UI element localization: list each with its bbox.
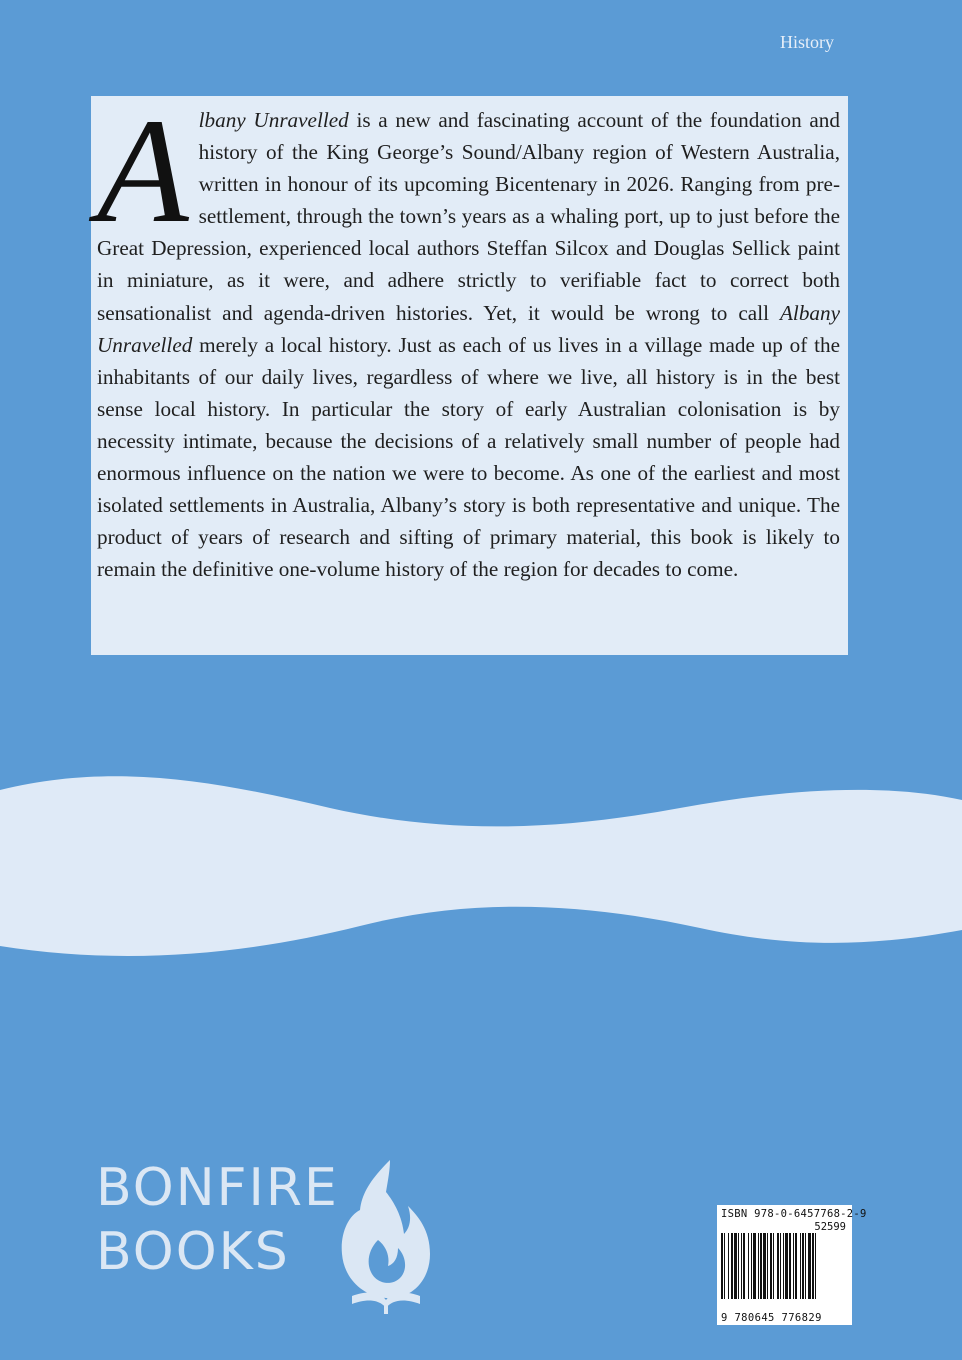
barcode-bars: [721, 1233, 848, 1311]
price-code: 52599: [814, 1221, 846, 1233]
blurb-text: [97, 88, 840, 585]
flame-book-icon: [332, 1158, 436, 1318]
wave-band: [0, 770, 962, 1000]
drop-cap: A: [97, 88, 189, 254]
book-title-opening: lbany Unravelled: [198, 108, 349, 132]
publisher-name-line-1: BONFIRE: [96, 1158, 339, 1218]
book-title-inline: Albany Unravelled: [97, 300, 840, 357]
blurb-panel: [91, 88, 848, 655]
barcode-number: 9 780645 776829: [721, 1312, 822, 1324]
genre-label: History: [780, 32, 834, 52]
publisher-name-line-2: BOOKS: [96, 1222, 290, 1282]
isbn-barcode: [717, 1205, 867, 1325]
publisher-logo: [96, 1158, 436, 1318]
isbn-label: ISBN 978-0-6457768-2-9: [721, 1208, 867, 1220]
blurb-part-1: is a new and fascinating account of the foundation and history of the King George’s Sound/Albany region of Western Australia, written in honour of its upcoming Bicentenary in 2026. Ranging from pre-settlement, through the town’s years as a whaling port, up to just before the Great Depression, experienced local authors Steffan Silcox and Douglas Sellick paint in miniature, as it were, and adhere strictly to verifiable fact to correct both sensationalist and agenda-driven histories. Yet, it would be wrong to call: [97, 108, 840, 325]
blurb-part-2: merely a local history. Just as each of us lives in a village made up of the inhabitants of our daily lives, regardless of where we live, all history is in the best sense local history. In particular the story of early Australian colonisation is by necessity intimate, because the decisions of a relatively small number of people had enormous influence on the nation we were to become. As one of the earliest and most isolated settlements in Australia, Albany’s story is both representative and unique. The product of years of research and sifting of primary material, this book is likely to remain the definitive one-volume history of the region for decades to come.: [97, 332, 840, 582]
